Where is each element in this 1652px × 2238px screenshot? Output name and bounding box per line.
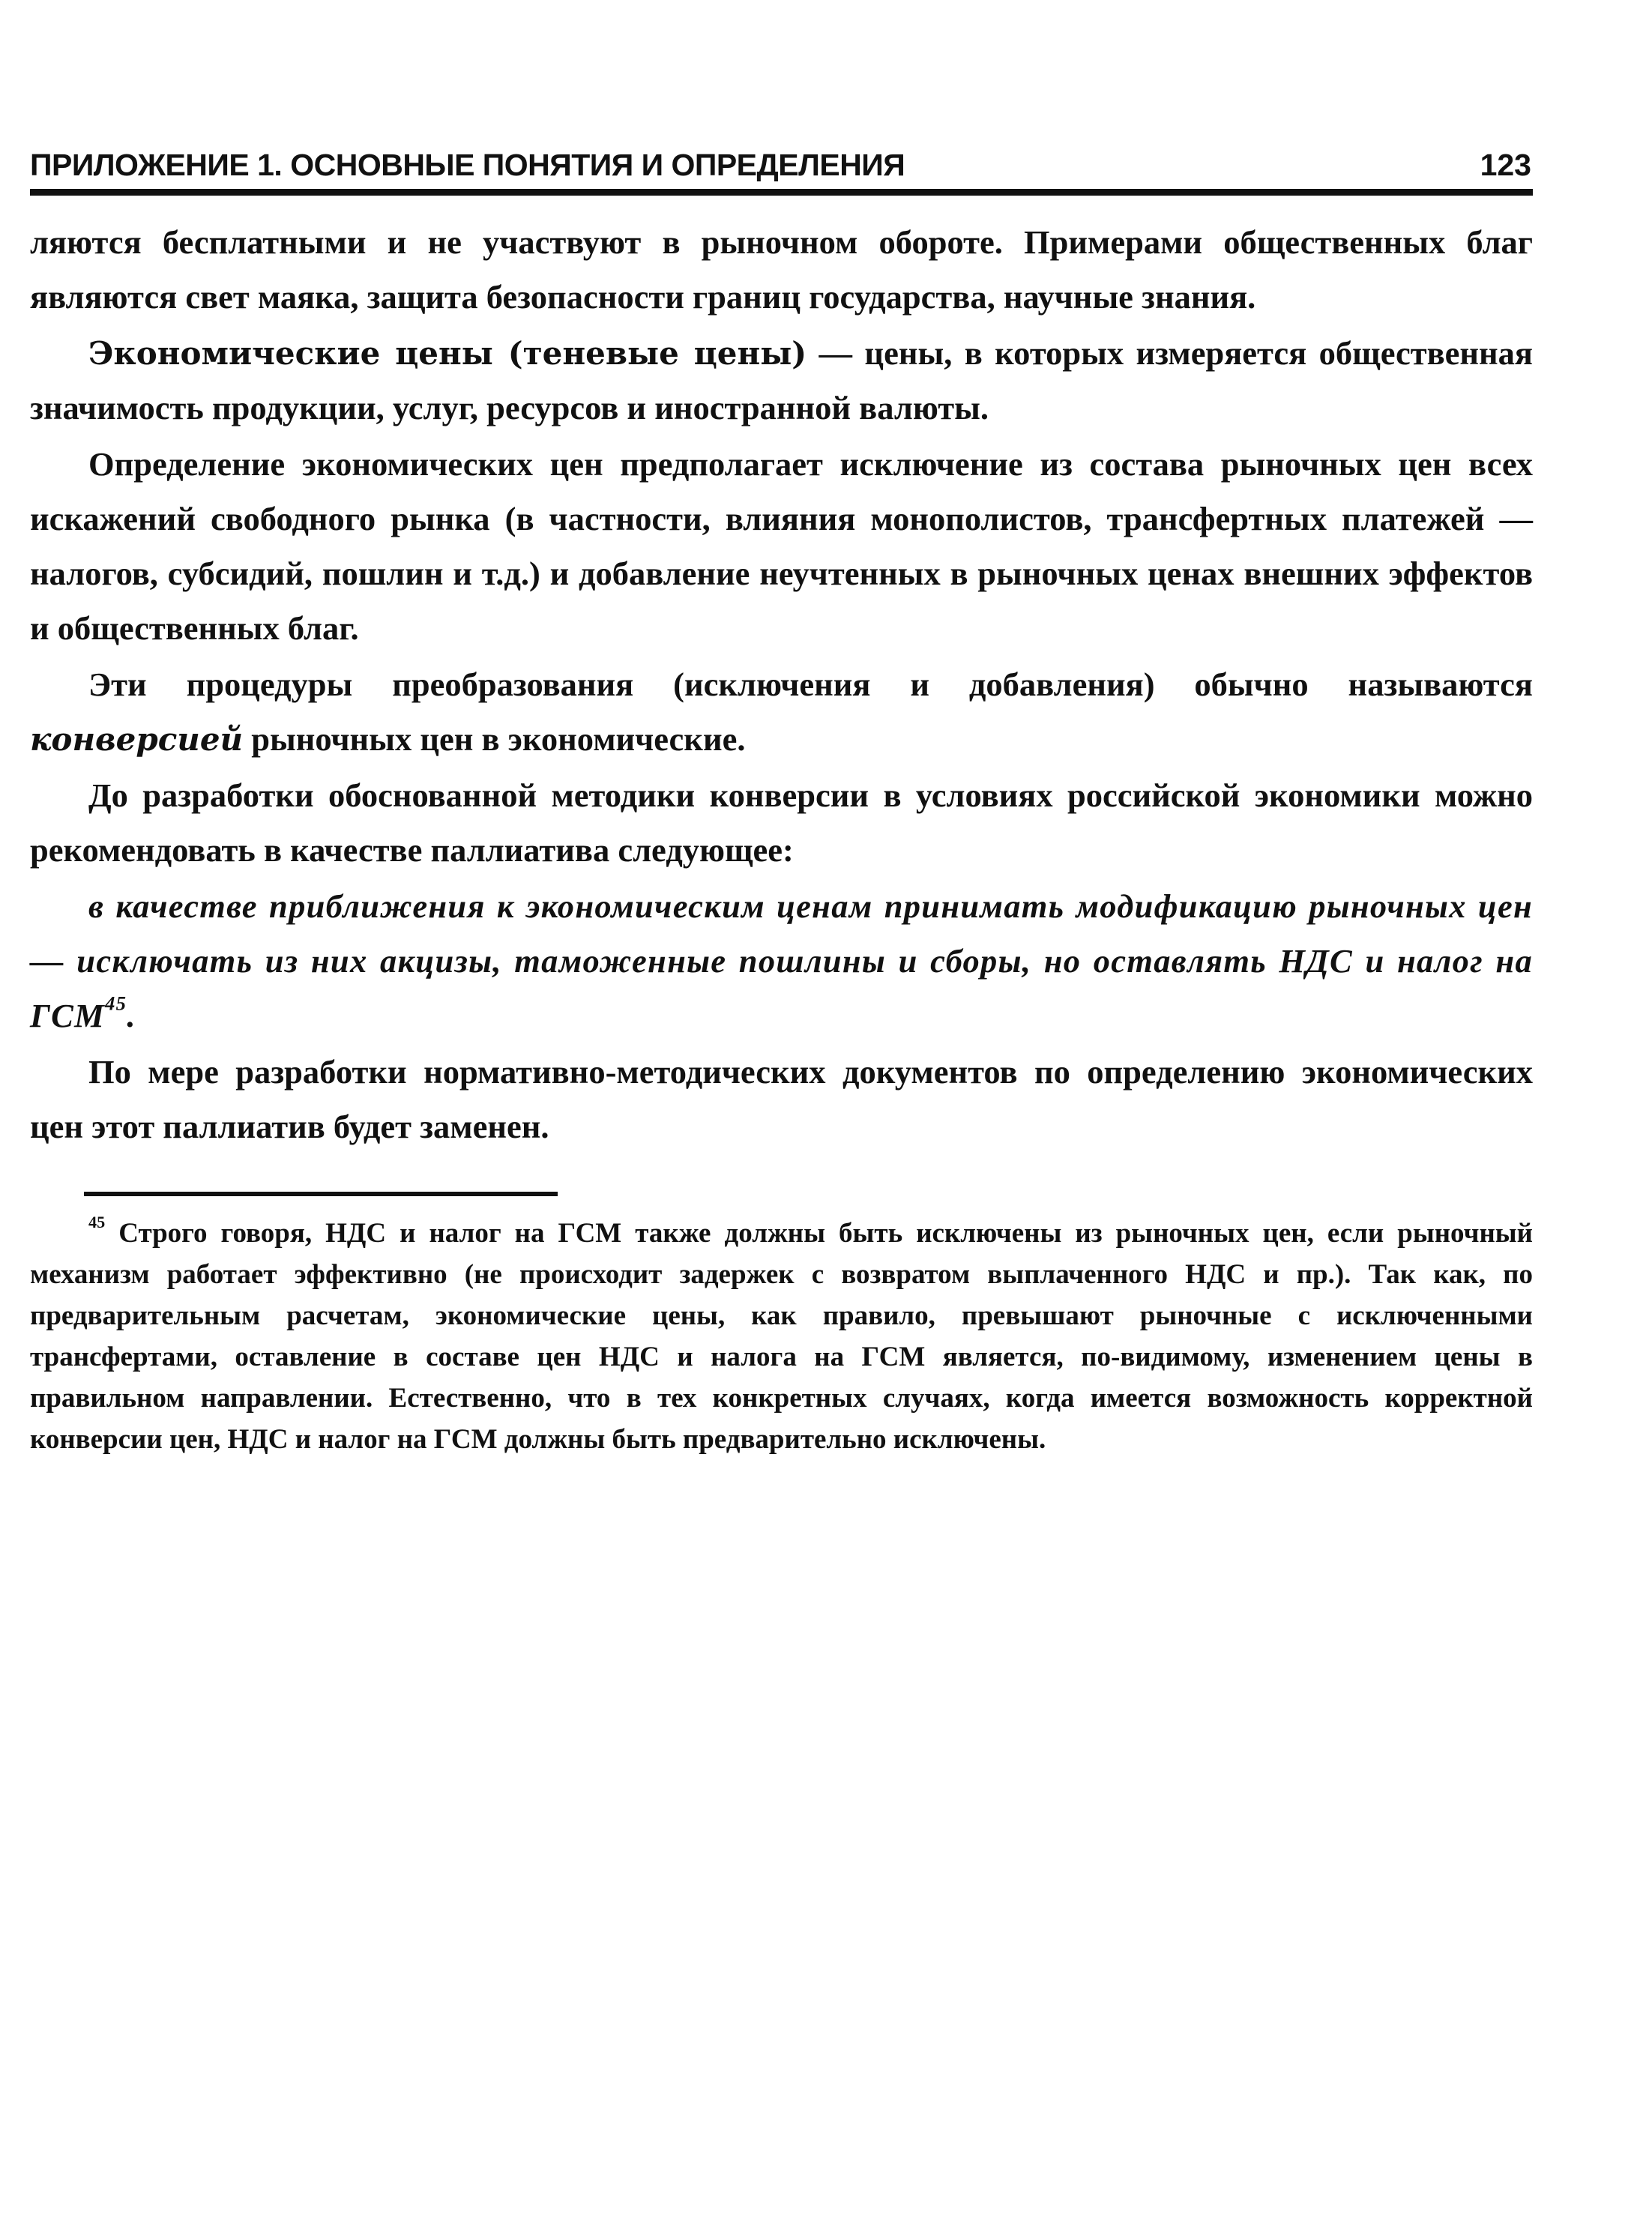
paragraph-recommendation: До разработки обоснованной методики конверсии в условиях российской экономики можно рекомендовать в качестве паллиатива следующее:: [30, 776, 1533, 869]
footnote-text: Строго говоря, НДС и налог на ГСМ также должны быть исключены из рыночных цен, если рыночный механизм работает эффективно (не происходит задержек с возвратом выплаченного НДС и пр.). Так как, по предварительным расчетам, экономические цены, как правило, превышают рыночные с исключенными трансфертами, оставление в составе цен НДС и налога на ГСМ является, по-видимому, изменением цены в правильном направлении. Естественно, что в тех конкретных случаях, когда имеется возможность корректной конверсии цен, НДС и налог на ГСМ должны быть предварительно исключены.: [30, 1218, 1533, 1455]
footnote-divider: [84, 1192, 558, 1196]
paragraph-conversion: [30, 657, 1533, 767]
page-number: 123: [1480, 148, 1531, 182]
paragraph-continuation: ляются бесплатными и не участвуют в рыночном обороте. Примерами общественных благ являются свет маяка, защита безопасности границ государства, научные знания.: [30, 223, 1533, 316]
paragraph-closing: По мере разработки нормативно-методических документов по определению экономических цен этот паллиатив будет заменен.: [30, 1053, 1533, 1145]
footnote: [30, 1213, 1533, 1460]
paragraph-determination: Определение экономических цен предполагает исключение из состава рыночных цен всех искажений свободного рынка (в частности, влияния монополистов, трансфертных платежей — налогов, субсидий, пошлин и т.д.) и добавление неучтенных в рыночных ценах внешних эффектов и общественных благ.: [30, 445, 1533, 647]
definition-text: — цены, в которых измеряется общественная значимость продукции, услуг, ресурсов и иностранной валюты.: [30, 334, 1533, 426]
italic-rule-text: в качестве приближения к экономическим ценам принимать модификацию рыночных цен — исключать из них акцизы, таможенные пошлины и сборы, но оставлять НДС и налог на ГСМ: [30, 887, 1533, 1034]
running-header: [30, 142, 1533, 196]
book-page: [30, 142, 1533, 1460]
body-text: [30, 215, 1533, 1154]
conversion-text-end: рыночных цен в экономические.: [243, 720, 746, 758]
conversion-text-start: Эти процедуры преобразования (исключения и добавления) обычно называются: [88, 666, 1533, 703]
chapter-title: ПРИЛОЖЕНИЕ 1. ОСНОВНЫЕ ПОНЯТИЯ И ОПРЕДЕЛЕНИЯ: [30, 148, 905, 182]
conversion-term: конверсией: [30, 721, 244, 758]
paragraph-italic-rule: [30, 879, 1533, 1043]
italic-rule-period: .: [127, 997, 136, 1034]
footnote-reference[interactable]: 45: [105, 992, 127, 1015]
defined-term: Экономические цены (теневые цены): [88, 335, 807, 372]
paragraph-definition: [30, 326, 1533, 435]
footnote-number: 45: [88, 1213, 106, 1232]
